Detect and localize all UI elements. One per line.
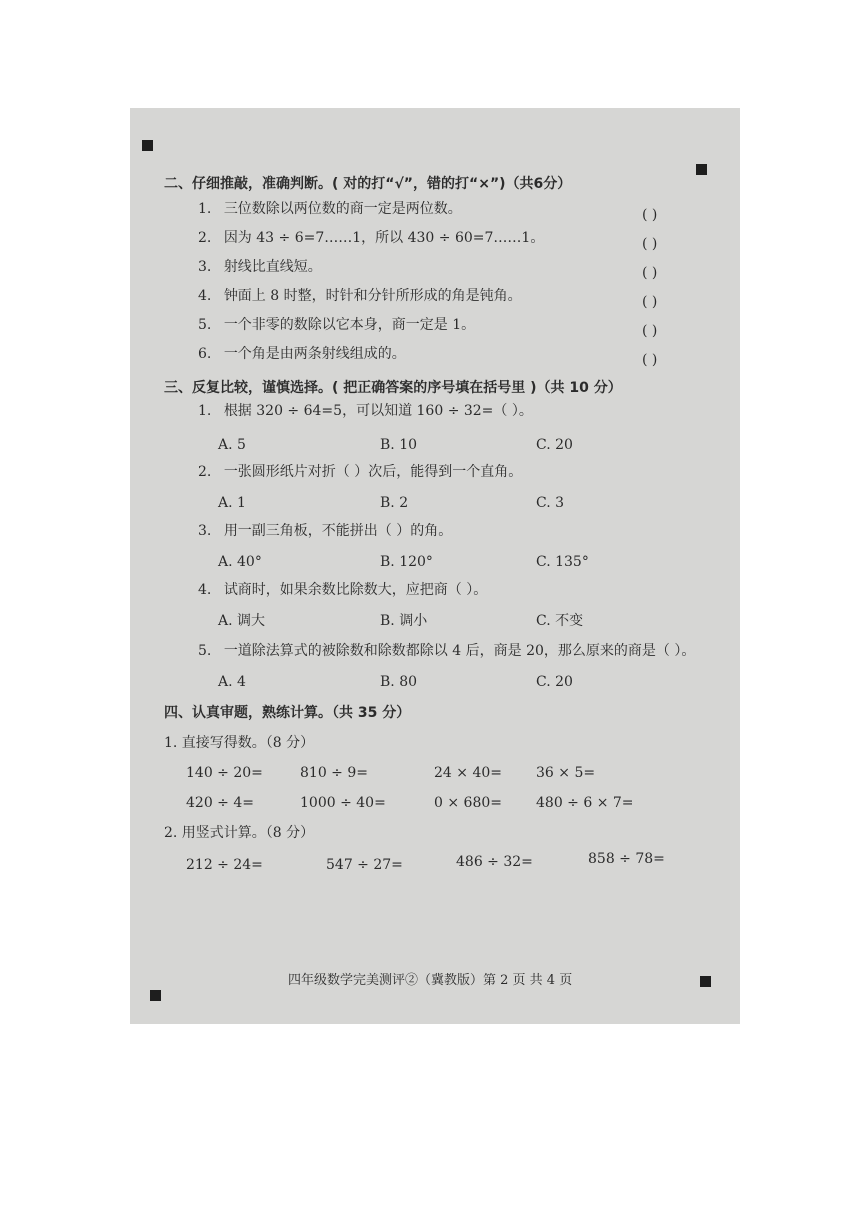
judge-item-6 [198,345,406,363]
mental-calc-2: 810 ÷ 9= [300,765,368,781]
item-text: 钟面上 8 时整，时针和分针所形成的角是钝角。 [223,288,522,304]
option-b[interactable]: B. 2 [380,495,409,511]
part1-title: 1. 直接写得数。（8 分） [164,735,315,751]
question-text: 一张圆形纸片对折（ ）次后，能得到一个直角。 [223,464,523,480]
question-num: 1. [198,403,212,419]
option-a[interactable]: A. 40° [218,554,262,570]
item-text: 射线比直线短。 [223,259,322,275]
item-text: 一个非零的数除以它本身，商一定是 1。 [223,317,476,333]
question-num: 5. [198,643,212,659]
option-b[interactable]: B. 10 [380,437,418,453]
question-num: 2. [198,464,212,480]
question-num: 4. [198,582,212,598]
answer-bracket-6[interactable]: ( ) [642,352,658,368]
item-num: 4. [198,288,212,304]
answer-bracket-1[interactable]: ( ) [642,207,658,223]
option-a[interactable]: A. 1 [218,495,246,511]
option-b[interactable]: B. 80 [380,674,418,690]
item-num: 6. [198,346,212,362]
vertical-calc-4: 858 ÷ 78= [588,851,665,867]
mental-calc-5: 420 ÷ 4= [186,795,254,811]
item-num: 1. [198,201,212,217]
question-text: 一道除法算式的被除数和除数都除以 4 后，商是 20，那么原来的商是（ ）。 [223,643,696,659]
judge-item-3 [198,258,322,276]
judge-item-5 [198,316,475,334]
section3-heading: 三、反复比较，谨慎选择。( 把正确答案的序号填在括号里 )（共 10 分） [164,380,622,396]
option-c[interactable]: C. 不变 [536,613,584,629]
option-c[interactable]: C. 3 [536,495,565,511]
mental-calc-8: 480 ÷ 6 × 7= [536,795,634,811]
answer-bracket-2[interactable]: ( ) [642,236,658,252]
choice-question-5 [198,642,695,660]
item-num: 2. [198,230,212,246]
choice-question-4 [198,581,487,599]
option-a[interactable]: A. 4 [218,674,246,690]
mental-calc-7: 0 × 680= [434,795,502,811]
section2-heading: 二、仔细推敲，准确判断。( 对的打“√”，错的打“×”)（共6分） [164,176,572,192]
choice-question-3 [198,522,452,540]
answer-bracket-3[interactable]: ( ) [642,265,658,281]
option-a[interactable]: A. 调大 [218,613,266,629]
vertical-calc-3: 486 ÷ 32= [456,854,533,870]
option-c[interactable]: C. 20 [536,437,573,453]
item-text: 三位数除以两位数的商一定是两位数。 [223,201,462,217]
answer-bracket-5[interactable]: ( ) [642,323,658,339]
item-text: 因为 43 ÷ 6=7……1，所以 430 ÷ 60=7……1。 [223,230,545,246]
choice-question-1 [198,402,533,420]
judge-item-4 [198,287,522,305]
vertical-calc-1: 212 ÷ 24= [186,857,263,873]
item-text: 一个角是由两条射线组成的。 [223,346,406,362]
mental-calc-6: 1000 ÷ 40= [300,795,386,811]
mental-calc-1: 140 ÷ 20= [186,765,263,781]
corner-mark-bottom-right [700,976,711,987]
section4-heading: 四、认真审题，熟练计算。（共 35 分） [164,705,411,721]
question-text: 用一副三角板，不能拼出（ ）的角。 [223,523,453,539]
option-c[interactable]: C. 20 [536,674,573,690]
page-footer: 四年级数学完美测评②（冀教版）第 2 页 共 4 页 [288,973,573,988]
judge-item-1 [198,200,462,218]
option-b[interactable]: B. 调小 [380,613,428,629]
item-num: 5. [198,317,212,333]
option-c[interactable]: C. 135° [536,554,589,570]
question-num: 3. [198,523,212,539]
corner-mark-top-left [142,140,153,151]
part2-title: 2. 用竖式计算。（8 分） [164,825,315,841]
question-text: 根据 320 ÷ 64=5，可以知道 160 ÷ 32=（ ）。 [223,403,533,419]
corner-mark-bottom-left [150,990,161,1001]
answer-bracket-4[interactable]: ( ) [642,294,658,310]
mental-calc-3: 24 × 40= [434,765,502,781]
item-num: 3. [198,259,212,275]
option-b[interactable]: B. 120° [380,554,433,570]
exam-sheet [130,108,740,1024]
choice-question-2 [198,463,522,481]
option-a[interactable]: A. 5 [218,437,246,453]
judge-item-2 [198,229,544,247]
mental-calc-4: 36 × 5= [536,765,596,781]
question-text: 试商时，如果余数比除数大，应把商（ ）。 [223,582,488,598]
corner-mark-top-right [696,164,707,175]
vertical-calc-2: 547 ÷ 27= [326,857,403,873]
